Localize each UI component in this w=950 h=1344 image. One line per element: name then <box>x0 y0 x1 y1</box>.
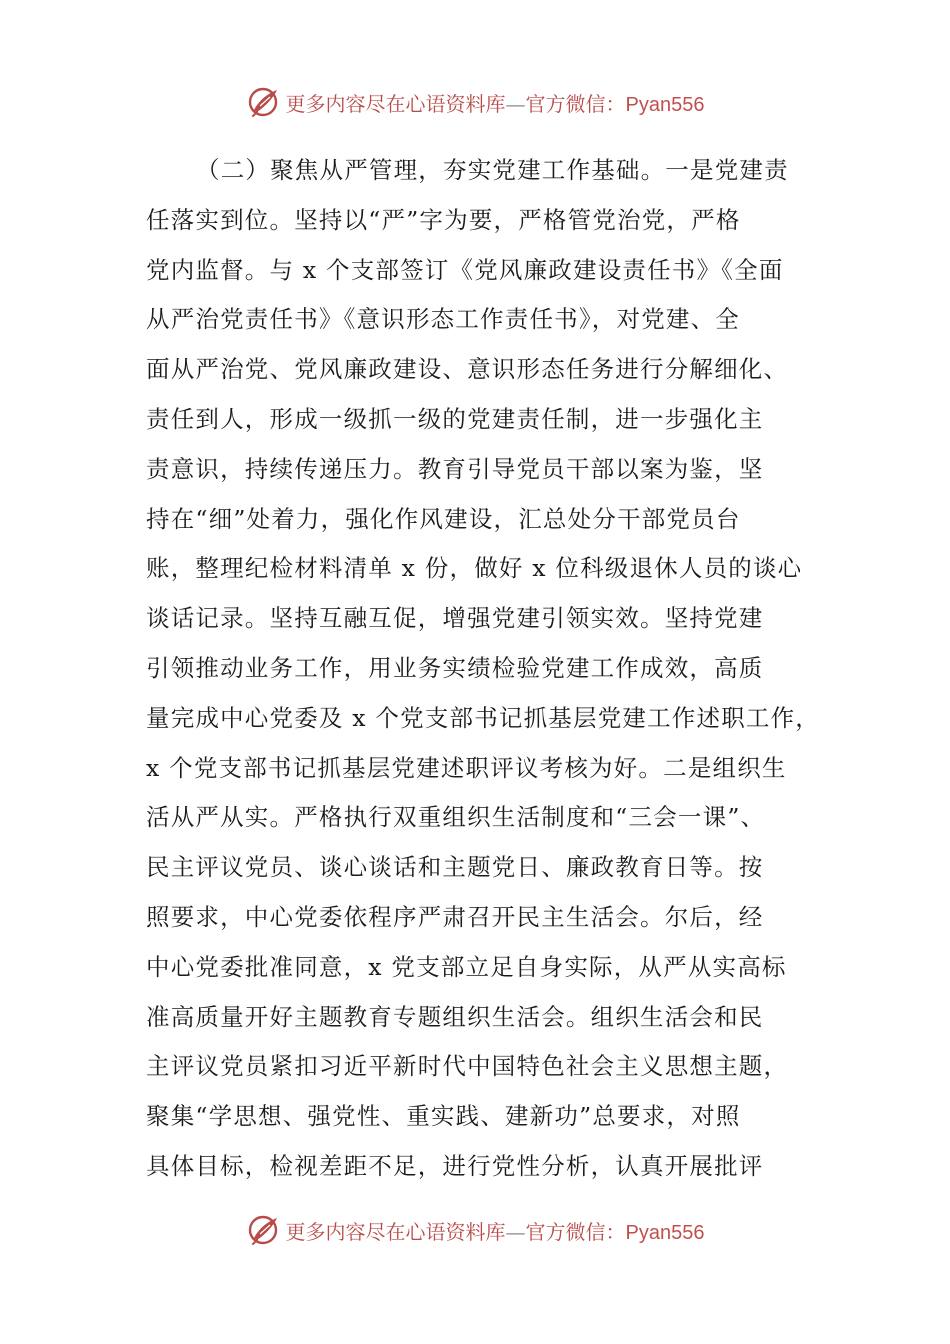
footer-wechat-id: Pyan556 <box>625 1221 705 1244</box>
text-line: 聚集“学思想、强党性、重实践、建新功”总要求，对照 <box>146 1102 741 1131</box>
text-line: 民主评议党员、谈心谈话和主题党日、廉政教育日等。按 <box>146 853 764 882</box>
text-line: 账，整理纪检材料清单 x 份，做好 x 位科级退休人员的谈心 <box>146 554 803 583</box>
quill-logo-icon <box>246 84 282 120</box>
text-line: 准高质量开好主题教育专题组织生活会。组织生活会和民 <box>146 1002 764 1031</box>
text-line: 任落实到位。坚持以“严”字为要，严格管党治党，严格 <box>146 205 741 234</box>
text-line: 量完成中心党委及 x 个党支部书记抓基层党建工作述职工作， <box>146 703 820 732</box>
text-line: 照要求，中心党委依程序严肃召开民主生活会。尔后，经 <box>146 902 764 931</box>
header-wechat-id: Pyan556 <box>625 93 705 116</box>
footer-watermark <box>0 1210 950 1250</box>
text-line: 责任到人，形成一级抓一级的党建责任制，进一步强化主 <box>146 404 764 433</box>
text-line: 谈话记录。坚持互融互促，增强党建引领实效。坚持党建 <box>146 604 764 633</box>
header-wechat-label: 官方微信： <box>525 91 626 116</box>
text-line: （二）聚焦从严管理，夯实党建工作基础。一是党建责 <box>196 156 789 184</box>
text-line: 引领推动业务工作，用业务实绩检验党建工作成效，高质 <box>146 653 764 682</box>
quill-logo-icon <box>246 1212 282 1248</box>
text-line: 主评议党员紧扣习近平新时代中国特色社会主义思想主题， <box>146 1052 789 1081</box>
text-line: 活从严从实。严格执行双重组织生活制度和“三会一课”、 <box>146 803 766 832</box>
text-line: 具体目标，检视差距不足，进行党性分析，认真开展批评 <box>146 1151 764 1180</box>
footer-brand-text: 更多内容尽在心语资料库 <box>285 1219 506 1244</box>
header-watermark <box>0 82 950 122</box>
footer-wechat-label: 官方微信： <box>525 1219 626 1244</box>
text-line: 责意识，持续传递压力。教育引导党员干部以案为鉴，坚 <box>146 454 764 483</box>
document-body <box>146 146 826 1192</box>
text-line: 面从严治党、党风廉政建设、意识形态任务进行分解细化、 <box>146 355 789 384</box>
text-line: 从严治党责任书》《意识形态工作责任书》，对党建、全 <box>146 305 740 334</box>
text-line: 党内监督。与 x 个支部签订《党风廉政建设责任书》《全面 <box>146 255 784 284</box>
footer-dash: — <box>505 1219 526 1244</box>
text-line: 中心党委批准同意，x 党支部立足自身实际，从严从实高标 <box>146 952 787 981</box>
text-line: 持在“细”处着力，强化作风建设，汇总处分干部党员台 <box>146 504 741 533</box>
header-brand-text: 更多内容尽在心语资料库 <box>285 91 506 116</box>
text-line: x 个党支部书记抓基层党建述职评议考核为好。二是组织生 <box>146 753 787 782</box>
header-dash: — <box>505 91 526 116</box>
